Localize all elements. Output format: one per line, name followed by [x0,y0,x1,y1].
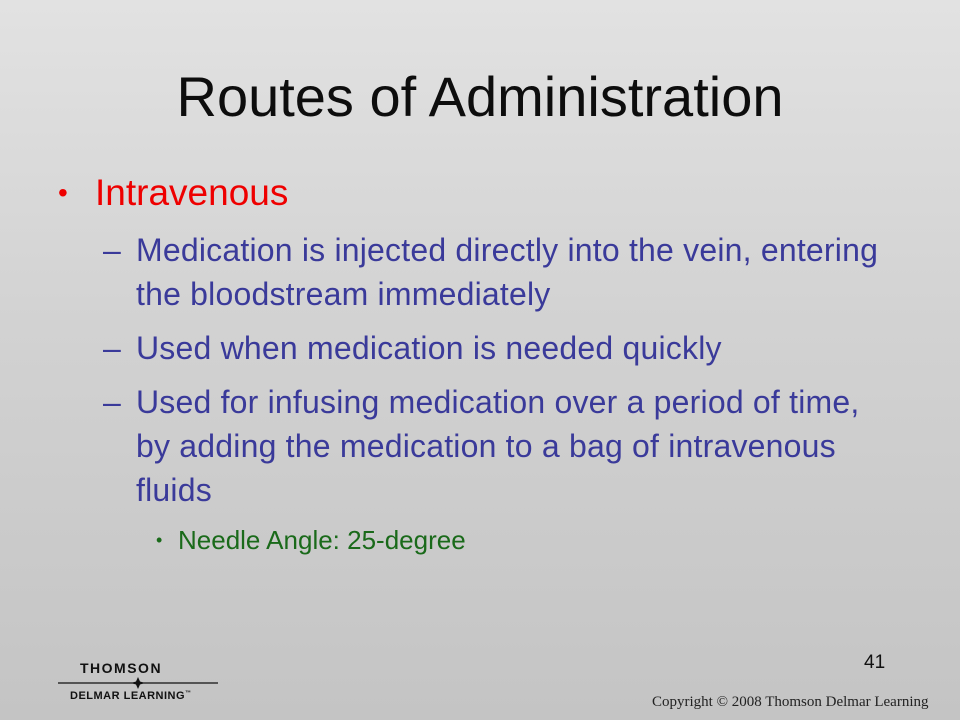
bullet-text: Intravenous [95,172,289,213]
page-number: 41 [864,652,886,673]
sub-bullet-quickly [103,326,893,370]
logo-bottom-text [70,690,192,702]
sub-bullet-text: Used when medication is needed quickly [136,330,722,366]
logo-trademark: ™ [185,690,192,697]
thomson-delmar-logo [58,660,228,708]
sub-bullet-text: Medication is injected directly into the vein, entering the bloodstream immediately [136,232,879,312]
sub-bullet-marker: – [103,384,121,420]
bullet-marker: • [58,177,68,208]
sub-sub-bullet-text: Needle Angle: 25-degree [178,525,466,555]
slide-title: Routes of Administration [176,65,784,128]
sub-bullet-text: Used for infusing medication over a period of time, by adding the medication to a bag of intravenous fluids [136,384,860,508]
sub-bullet-marker: – [103,330,121,366]
logo-star-line-icon [58,677,218,689]
copyright-text: Copyright © 2008 Thomson Delmar Learning [652,694,929,710]
sub-sub-bullet-marker: • [156,530,163,550]
logo-bottom-label: DELMAR LEARNING [70,690,186,702]
sub-bullet-infusing [103,380,893,512]
sub-bullet-marker: – [103,232,121,268]
sub-bullet-injection [103,228,893,316]
logo-top-text: THOMSON [80,660,163,676]
